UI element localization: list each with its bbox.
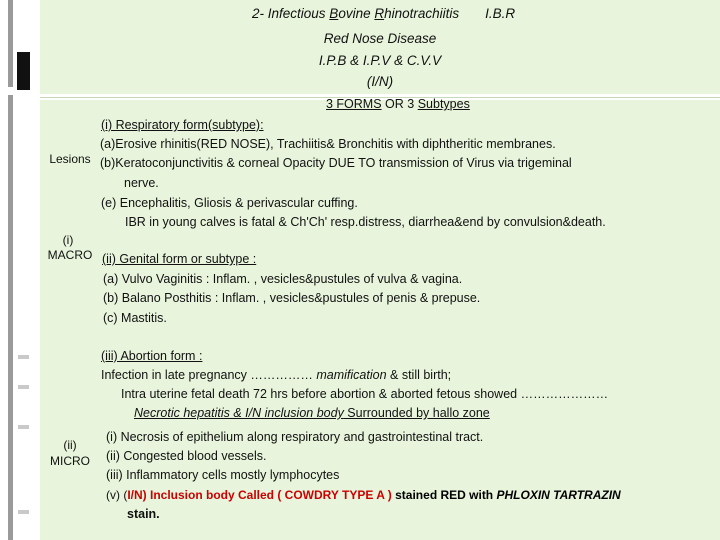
respiratory-heading: (i) Respiratory form(subtype): xyxy=(101,118,264,132)
respiratory-item-b-continued: nerve. xyxy=(124,176,159,190)
title-abbreviation: I.B.R xyxy=(485,6,516,21)
grey-tick-mark xyxy=(18,385,29,389)
subtypes-header xyxy=(326,97,470,111)
title-synonym: Red Nose Disease xyxy=(323,31,437,46)
title-synonym: I.P.B & I.P.V & C.V.V xyxy=(318,53,442,68)
abortion-line-3 xyxy=(134,405,490,421)
subtypes-text: 3 FORMS xyxy=(326,97,382,111)
micro-item-v xyxy=(106,487,621,503)
left-accent-bar-top xyxy=(8,0,13,87)
micro-text-bold-italic: PHLOXIN TARTRAZIN xyxy=(496,488,621,502)
title-text: R xyxy=(374,6,385,21)
genital-item-b: (b) Balano Posthitis : Inflam. , vesicles&pustules of penis & prepuse. xyxy=(103,291,481,305)
title-text: 2- Infectious xyxy=(252,6,330,21)
respiratory-item-e: (e) Encephalitis, Gliosis & perivascular cuffing. xyxy=(101,196,358,210)
micro-item-ii: (ii) Congested blood vessels. xyxy=(106,449,267,463)
side-label-macro: MACRO xyxy=(47,248,93,262)
micro-text: (v) ( xyxy=(106,488,128,502)
side-label-lesions: Lesions xyxy=(49,152,91,166)
abortion-heading: (iii) Abortion form : xyxy=(101,349,203,363)
grey-tick-mark xyxy=(18,355,29,359)
abortion-line-2: Intra uterine fetal death 72 hrs before abortion & aborted fetous showed ………………… xyxy=(121,387,609,401)
black-accent-block xyxy=(17,52,30,90)
subtypes-text: Subtypes xyxy=(417,97,470,111)
micro-text-bold: stained RED with xyxy=(391,488,497,502)
micro-item-i: (i) Necrosis of epithelium along respiratory and gastrointestinal tract. xyxy=(106,430,484,444)
micro-item-v-continued: stain. xyxy=(127,507,160,521)
micro-item-iii: (iii) Inflammatory cells mostly lymphocytes xyxy=(106,468,340,482)
genital-item-c: (c) Mastitis. xyxy=(103,311,167,325)
abortion-line-1 xyxy=(101,367,451,383)
title-synonym: (I/N) xyxy=(366,74,394,89)
side-label-micro-number: (ii) xyxy=(63,438,77,452)
abortion-text: Infection in late pregnancy …………… xyxy=(101,368,317,382)
abortion-text-emphasis: mamification xyxy=(316,368,387,382)
genital-item-a: (a) Vulvo Vaginitis : Inflam. , vesicles&pustules of vulva & vagina. xyxy=(103,272,463,286)
abortion-text-emphasis: Necrotic hepatitis & I/N inclusion body xyxy=(134,406,344,420)
micro-text-red: I/N) Inclusion body Called ( COWDRY TYPE A ) xyxy=(127,488,392,502)
respiratory-item-b: (b)Keratoconjunctivitis & corneal Opacity DUE TO transmission of Virus via trigeminal xyxy=(100,156,572,170)
respiratory-item-a: (a)Erosive rhinitis(RED NOSE), Trachiitis& Bronchitis with diphtheritic membranes. xyxy=(100,137,556,151)
grey-tick-mark xyxy=(18,510,29,514)
title-text: B xyxy=(329,6,339,21)
abortion-text: & still birth; xyxy=(386,368,452,382)
grey-tick-mark xyxy=(18,425,29,429)
title-text: ovine xyxy=(338,6,375,21)
left-accent-bar-bottom xyxy=(8,95,13,540)
abortion-text: Surrounded by hallo zone xyxy=(343,406,490,420)
title-text: hinotrachiitis xyxy=(384,6,460,21)
respiratory-note: IBR in young calves is fatal & Ch'Ch' resp.distress, diarrhea&end by convulsion&death. xyxy=(125,215,606,229)
side-label-macro-number: (i) xyxy=(62,233,74,247)
side-label-micro: MICRO xyxy=(50,454,90,468)
genital-heading: (ii) Genital form or subtype : xyxy=(102,252,257,266)
slide-title xyxy=(252,5,720,23)
subtypes-text: OR 3 xyxy=(385,97,415,111)
